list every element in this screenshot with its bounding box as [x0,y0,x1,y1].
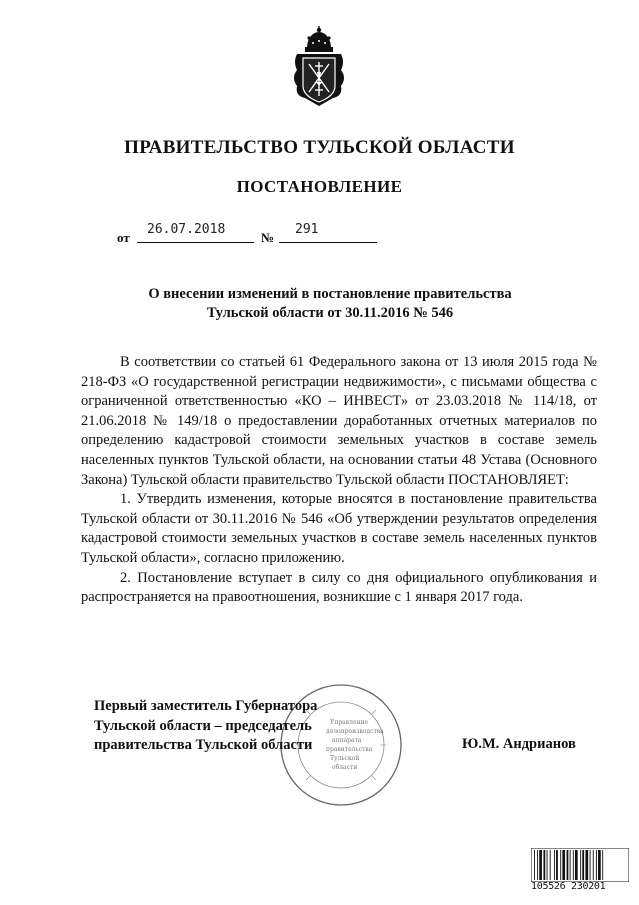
svg-text:правительства: правительства [326,746,373,753]
barcode-bar [554,850,555,880]
svg-text:Тульской: Тульской [330,755,360,762]
barcode-icon [531,848,629,882]
barcode-bar [582,850,584,880]
signer-position [94,697,394,756]
signer-position-line: правительства Тульской области [94,737,313,753]
barcode-bar [556,850,558,880]
barcode-bar [562,850,565,880]
date-number-row [117,222,387,246]
barcode-bar [596,850,597,880]
barcode-bar [560,850,561,880]
signer-name: Ю.М. Андрианов [462,736,576,752]
barcode-bar [590,850,591,880]
subject-line: О внесении изменений в постановление правительства [148,286,512,302]
body-paragraph: 2. Постановление вступает в силу со дня официального опубликования и распространяется на правоотношения, возникшие с 1 января 2017 года. [81,569,597,606]
signer-position-line: Первый заместитель Губернатора [94,698,318,714]
date-underline [137,242,254,243]
signer-position-line: Тульской области – председатель [94,717,312,734]
barcode-bar [585,850,588,880]
barcode-bar [573,850,574,880]
svg-text:области: области [332,764,358,771]
coat-of-arms-icon [289,26,349,108]
subject-line: Тульской области от 30.11.2016 № 546 [206,305,454,321]
barcode-bar [593,850,594,880]
document-body [81,353,597,608]
barcode-bar [575,850,578,880]
svg-text:делопроизводства: делопроизводства [326,728,384,735]
svg-text:Управление: Управление [330,719,369,726]
barcode-bar [580,850,581,880]
date-label: от [117,230,130,245]
barcode-bar [539,850,542,880]
document-subject [60,285,600,323]
document-type: ПОСТАНОВЛЕНИЕ [236,177,403,196]
barcode-number: 105526 230201 [531,881,606,892]
barcode-bar [537,850,538,880]
body-paragraph: 1. Утвердить изменения, которые вносятся в постановление правительства Тульской области от 30.11.2016 № 546 «Об утверждении результатов определения кадастровой стоимости земельных участков в составе земель населенных пунктов Тульской области», согласно приложению. [81,491,597,566]
number-label: № [261,230,275,245]
document-number: 291 [295,222,319,237]
barcode-bar [547,850,548,880]
government-title: ПРАВИТЕЛЬСТВО ТУЛЬСКОЙ ОБЛАСТИ [124,137,515,158]
document-date: 26.07.2018 [147,222,226,237]
barcode-bar [543,850,545,880]
barcode-bar [567,850,569,880]
barcode-bar [550,850,551,880]
barcode-bar [602,850,603,880]
barcode-bar [570,850,571,880]
body-paragraph: В соответствии со статьей 61 Федерального закона от 13 июля 2015 года № 218-ФЗ «О государственной регистрации недвижимости», с письмами общества с ограниченной ответственностью «КО – ИНВЕСТ» от 23.03.2018 № 114/18, от 21.06.2018 № 149/18 о предоставлении доработанных отчетных материалов по определению кадастровой стоимости земельных участков в составе земель населенных пунктов Тульской области, на основании статьи 48 Устава (Основного Закона) Тульской области правительство Тульской области ПОСТАНОВЛЯЕТ: [81,354,597,488]
barcode-bar [534,850,535,880]
number-underline [279,242,377,243]
svg-text:аппарата: аппарата [332,737,362,744]
barcode-bar [598,850,601,880]
